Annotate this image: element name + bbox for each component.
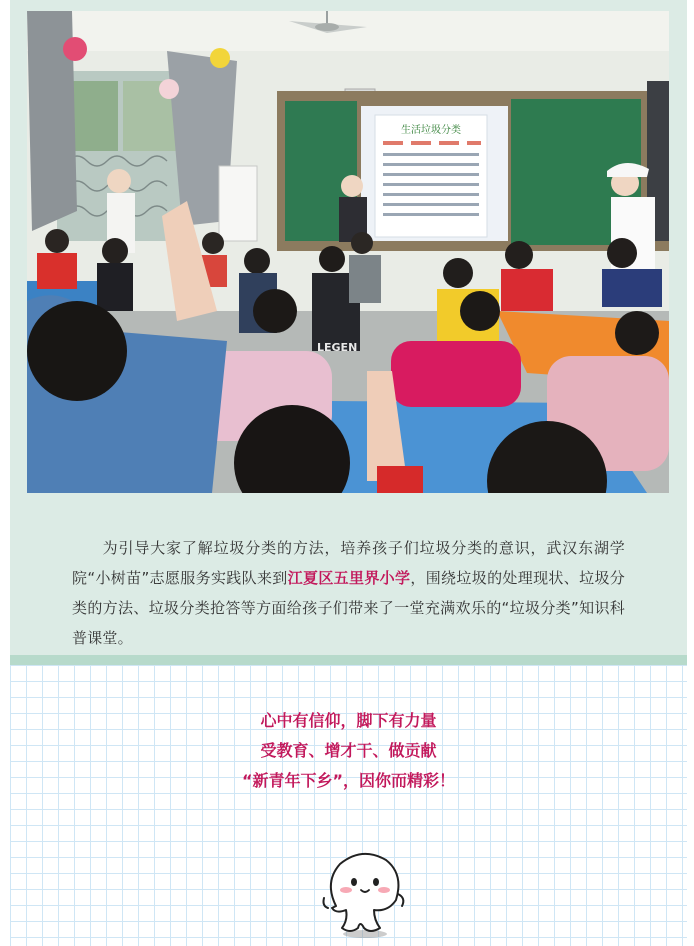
hoodie-text: LEGEN [317, 341, 358, 354]
slogan-line-2: 受教育、增才干、做贡献 [260, 741, 437, 760]
classroom-photo [27, 11, 669, 493]
slogan-line-3: “新青年下乡”，因你而精彩！ [241, 771, 456, 790]
white-round-mascot-icon [318, 848, 410, 944]
slogan-line-1: 心中有信仰，脚下有力量 [260, 711, 437, 730]
paragraph-text-2: ，围绕垃圾的处理现状、垃圾分类的方法、垃圾分类抢答等方面给孩子们带来了一堂充满欢乐的“垃圾分类”知识科普课堂。 [72, 569, 625, 647]
paragraph-text-1: 为引导大家了解垃圾分类的方法，培养孩子们垃圾分类的意识，武汉东湖学院“小树苗”志愿服务实践队来到 [72, 539, 625, 587]
article-paragraph [72, 533, 625, 653]
school-name-highlight: 江夏区五里界小学 [287, 569, 411, 587]
screen-title: 生活垃圾分类 [401, 125, 461, 136]
slogan-block [10, 706, 687, 796]
section-divider [10, 655, 687, 665]
